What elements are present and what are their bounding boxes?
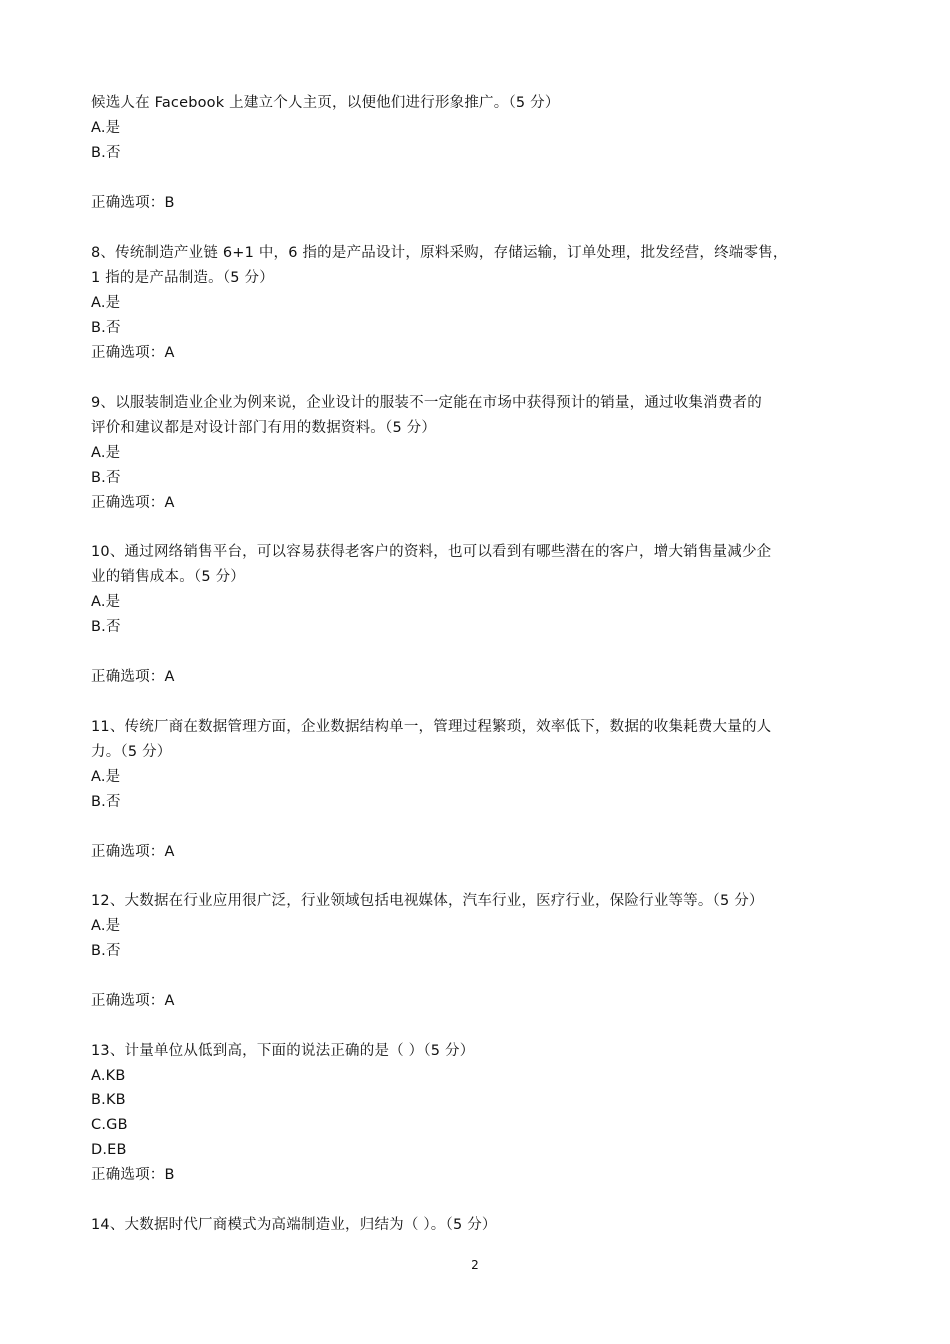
- text-line: 力。（5 分）: [91, 744, 172, 760]
- text-line: B.否: [91, 794, 121, 810]
- text-line: B.KB: [91, 1092, 126, 1108]
- text-line: B.否: [91, 320, 121, 336]
- text-line: 1 指的是产品制造。（5 分）: [91, 270, 274, 286]
- text-line: 正确选项：A: [91, 844, 175, 860]
- text-line: 12、大数据在行业应用很广泛，行业领域包括电视媒体，汽车行业，医疗行业，保险行业等等。（5 分）: [91, 893, 764, 909]
- text-line: 正确选项：A: [91, 495, 175, 511]
- text-line: 9、以服装制造业企业为例来说，企业设计的服装不一定能在市场中获得预计的销量，通过收集消费者的: [91, 395, 762, 411]
- text-line: 8、传统制造产业链 6+1 中，6 指的是产品设计，原料采购，存储运输，订单处理，批发经营，终端零售，: [91, 245, 788, 261]
- page-number: 2: [471, 1258, 479, 1272]
- text-line: A.是: [91, 594, 121, 610]
- text-line: 正确选项：A: [91, 669, 175, 685]
- text-line: 11、传统厂商在数据管理方面，企业数据结构单一，管理过程繁琐，效率低下，数据的收集耗费大量的人: [91, 719, 772, 735]
- text-line: D.EB: [91, 1142, 127, 1158]
- text-line: A.是: [91, 445, 121, 461]
- text-line: 评价和建议都是对设计部门有用的数据资料。（5 分）: [91, 420, 437, 436]
- text-line: A.是: [91, 120, 121, 136]
- text-line: 14、大数据时代厂商模式为高端制造业，归结为（ ）。（5 分）: [91, 1217, 497, 1233]
- text-line: A.是: [91, 295, 121, 311]
- text-line: 10、通过网络销售平台，可以容易获得老客户的资料，也可以看到有哪些潜在的客户，增大销售量减少企: [91, 544, 772, 560]
- text-line: B.否: [91, 943, 121, 959]
- text-line: A.是: [91, 918, 121, 934]
- text-line: A.是: [91, 769, 121, 785]
- text-line: 正确选项：B: [91, 1167, 175, 1183]
- text-line: 正确选项：A: [91, 345, 175, 361]
- text-line: 13、计量单位从低到高，下面的说法正确的是（ ）（5 分）: [91, 1043, 475, 1059]
- text-line: B.否: [91, 470, 121, 486]
- text-line: 正确选项：A: [91, 993, 175, 1009]
- text-line: 业的销售成本。（5 分）: [91, 569, 245, 585]
- text-line: 正确选项：B: [91, 195, 175, 211]
- text-line: C.GB: [91, 1117, 128, 1133]
- text-line: 候选人在 Facebook 上建立个人主页，以便他们进行形象推广。（5 分）: [91, 95, 560, 111]
- text-line: A.KB: [91, 1068, 126, 1084]
- text-line: B.否: [91, 619, 121, 635]
- text-line: B.否: [91, 145, 121, 161]
